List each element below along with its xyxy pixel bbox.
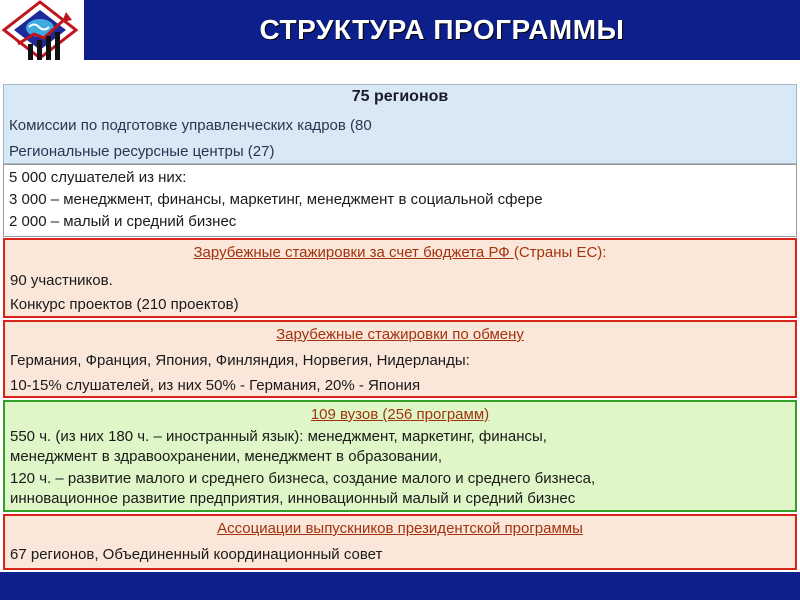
listeners-line: 2 000 – малый и средний бизнес — [9, 213, 237, 230]
listeners-line: 3 000 – менеджмент, финансы, маркетинг, менеджмент в социальной сфере — [9, 191, 543, 208]
universities-line: 120 ч. – развитие малого и среднего бизнеса, создание малого и среднего бизнеса, — [10, 470, 596, 487]
universities-heading-link[interactable]: 109 вузов (256 программ) — [310, 406, 490, 423]
page-title: СТРУКТУРА ПРОГРАММЫ — [259, 14, 625, 45]
exchange-line: Германия, Франция, Япония, Финляндия, Норвегия, Нидерланды: — [10, 352, 470, 369]
footer-bar — [0, 572, 800, 600]
alumni-heading-link[interactable]: Ассоциации выпускников президентской программы — [217, 520, 583, 537]
program-logo-icon — [0, 0, 84, 62]
regions-line: Региональные ресурсные центры (27) — [9, 143, 275, 160]
listeners-box — [3, 164, 797, 237]
budget-internships-box — [3, 238, 797, 318]
regions-line: Комиссии по подготовке управленческих кадров (80 — [9, 117, 372, 134]
regions-box — [3, 84, 797, 164]
program-structure — [0, 74, 800, 572]
budget-heading — [5, 243, 795, 262]
exchange-heading — [5, 325, 795, 344]
header — [0, 0, 800, 62]
alumni-box — [3, 514, 797, 570]
listeners-line: 5 000 слушателей из них: — [9, 169, 187, 186]
budget-line: Конкурс проектов (210 проектов) — [10, 296, 239, 313]
budget-heading-link[interactable]: Зарубежные стажировки за счет бюджета РФ — [193, 244, 514, 261]
exchange-internships-box — [3, 320, 797, 398]
budget-heading-rest: (Страны ЕС): — [513, 244, 607, 261]
alumni-heading — [5, 519, 795, 538]
universities-box — [3, 400, 797, 512]
universities-line: инновационное развитие предприятия, инновационный малый и средний бизнес — [10, 490, 576, 507]
budget-line: 90 участников. — [10, 272, 113, 289]
exchange-line: 10-15% слушателей, из них 50% - Германия, 20% - Япония — [10, 377, 421, 394]
regions-heading: 75 регионов — [351, 88, 449, 105]
universities-heading — [5, 405, 795, 424]
universities-line: 550 ч. (из них 180 ч. – иностранный язык): менеджмент, маркетинг, финансы, — [10, 428, 547, 445]
title-bar — [84, 0, 800, 60]
universities-line: менеджмент в здравоохранении, менеджмент в образовании, — [10, 448, 443, 465]
exchange-heading-link[interactable]: Зарубежные стажировки по обмену — [276, 326, 524, 343]
alumni-line: 67 регионов, Объединенный координационный совет — [10, 546, 383, 563]
